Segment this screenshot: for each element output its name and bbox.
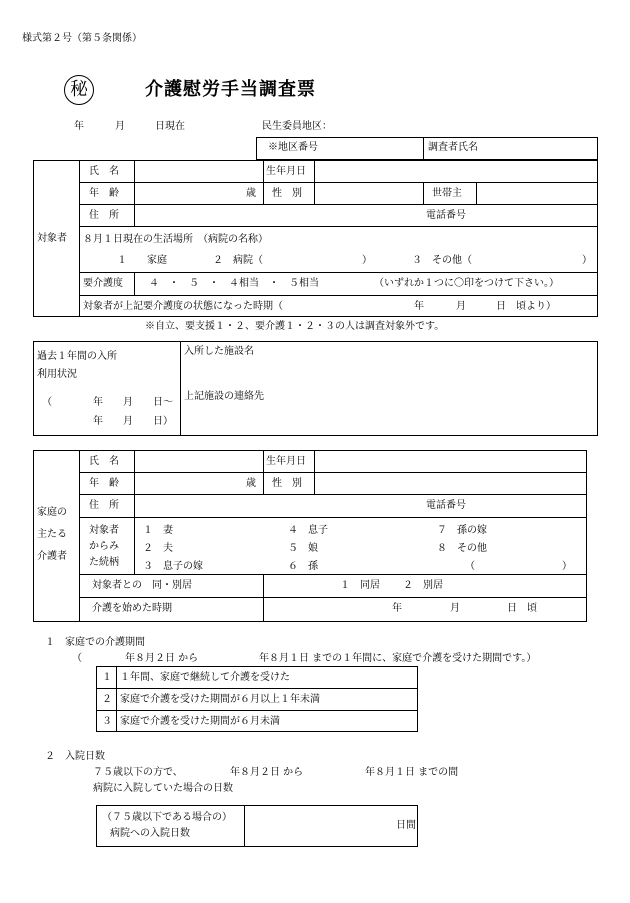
subject-address-label: 住 所 — [89, 210, 119, 221]
section1-option-no: １ — [102, 672, 112, 683]
header-month: 月 — [115, 121, 125, 132]
hospital-days-unit: 日間 — [396, 820, 416, 831]
care-start-month: 月 — [450, 603, 460, 614]
caregiver-age-label: 年 齢 — [89, 478, 119, 489]
subject-phone-label: 電話番号 — [426, 210, 466, 221]
section1-option-text: １年間、家庭で継続して介護を受けた — [120, 672, 290, 683]
relation-other-close: ） — [562, 561, 572, 572]
care-period-year: 年 — [414, 301, 424, 312]
care-start-label: 介護を始めた時期 — [92, 603, 172, 614]
facility-label-2: 利用状況 — [37, 369, 77, 380]
living-place-other: ３ その他（ — [412, 255, 472, 266]
care-period-month: 月 — [456, 301, 466, 312]
care-level-note: （いずれか１つに〇印をつけて下さい。） — [374, 278, 559, 289]
relation-option: ４ 息子 — [288, 525, 328, 536]
living-place-home: １ 家庭 — [117, 255, 167, 266]
relation-label-2: からみ — [89, 541, 119, 552]
section1-to: 年８月１日 までの１年間に、家庭で介護を受けた期間です。） — [259, 653, 537, 664]
caregiver-label-1: 家庭の — [37, 507, 67, 518]
facility-period-from: 年 月 日～ — [93, 397, 173, 408]
care-period-day: 日 頃より） — [496, 301, 556, 312]
care-level-options: ４ ・ ５ ・ ４相当 ・ ５相当 — [149, 278, 319, 289]
relation-option: ６ 孫 — [288, 561, 318, 572]
page-title: 介護慰労手当調査票 — [145, 79, 316, 100]
relation-other-open: （ — [465, 561, 475, 572]
caregiver-birth-label: 生年月日 — [266, 456, 306, 467]
caregiver-label-3: 介護者 — [37, 551, 67, 562]
subject-sex-label: 性 別 — [272, 188, 302, 199]
caregiver-name-label: 氏 名 — [89, 456, 119, 467]
care-start-day: 日 頃 — [507, 603, 537, 614]
section2-line1-c: 年８月１日 までの間 — [365, 767, 459, 778]
care-start-year: 年 — [392, 603, 402, 614]
living-place-other-close: ） — [582, 255, 592, 266]
caregiver-phone-label: 電話番号 — [426, 500, 466, 511]
section2-line1-a: ７５歳以下の方で、 — [93, 767, 183, 778]
section2-heading: ２ 入院日数 — [45, 751, 105, 762]
living-status-label: 対象者との 同・別居 — [92, 580, 192, 591]
relation-option: ５ 娘 — [288, 543, 318, 554]
subject-age-label: 年 齢 — [89, 188, 119, 199]
facility-name-label: 入所した施設名 — [184, 346, 254, 357]
relation-option: １ 妻 — [143, 525, 173, 536]
caregiver-address-label: 住 所 — [89, 500, 119, 511]
living-place-hospital: ２ 病院（ — [213, 255, 263, 266]
section1-option-text: 家庭で介護を受けた期間が６月以上１年未満 — [120, 694, 320, 705]
district-number-label: ※地区番号 — [268, 142, 318, 153]
caregiver-sex-label: 性 別 — [272, 478, 302, 489]
relation-label-3: た続柄 — [89, 557, 119, 568]
section1-heading: １ 家庭での介護期間 — [45, 637, 145, 648]
header-year: 年 — [74, 121, 84, 132]
relation-option: ２ 夫 — [143, 543, 173, 554]
subject-household-head-label: 世帯主 — [432, 188, 462, 199]
confidential-seal: 秘 — [64, 75, 94, 105]
section1-paren-open: （ — [72, 653, 82, 664]
subject-age-unit: 歳 — [246, 188, 256, 199]
living-place-question: ８月１日現在の生活場所 （病院の名称） — [83, 234, 268, 245]
relation-option: ３ 息子の嫁 — [143, 561, 203, 572]
relation-option: ８ その他 — [437, 543, 487, 554]
care-level-label: 要介護度 — [83, 278, 123, 289]
care-period-label: 対象者が上記要介護度の状態になった時期（ — [83, 301, 283, 312]
living-status-separate: ２ 別居 — [403, 580, 443, 591]
facility-paren-open: （ — [42, 397, 52, 408]
section1-option-text: 家庭で介護を受けた期間が６月未満 — [120, 716, 280, 727]
relation-option: ７ 孫の嫁 — [437, 525, 487, 536]
section1-from: 年８月２日 から — [125, 653, 199, 664]
surveyor-name-label: 調査者氏名 — [428, 142, 478, 153]
hospital-days-label-2: 病院への入院日数 — [110, 828, 190, 839]
section1-option-no: ２ — [102, 694, 112, 705]
facility-label-1: 過去１年間の入所 — [37, 351, 117, 362]
living-place-hospital-close: ） — [362, 255, 372, 266]
district-label: 民生委員地区： — [262, 121, 332, 132]
caregiver-age-unit: 歳 — [246, 478, 256, 489]
form-number: 様式第２号（第５条関係） — [22, 33, 142, 44]
header-day-now: 日現在 — [155, 121, 185, 132]
subject-name-label: 氏 名 — [89, 166, 119, 177]
subject-footnote: ※自立、要支援１・２、要介護１・２・３の人は調査対象外です。 — [145, 321, 445, 332]
hospital-days-label-1: （７５歳以下である場合の） — [102, 812, 232, 823]
relation-label-1: 対象者 — [89, 525, 119, 536]
facility-period-to: 年 月 日） — [93, 416, 173, 427]
living-status-together: １ 同居 — [340, 580, 380, 591]
facility-contact-label: 上記施設の連絡先 — [184, 391, 264, 402]
caregiver-label-2: 主たる — [37, 529, 67, 540]
section2-line2: 病院に入院していた場合の日数 — [93, 783, 233, 794]
subject-label: 対象者 — [37, 233, 67, 244]
section2-line1-b: 年８月２日 から — [230, 767, 304, 778]
subject-birth-label: 生年月日 — [266, 166, 306, 177]
section1-option-no: ３ — [102, 716, 112, 727]
